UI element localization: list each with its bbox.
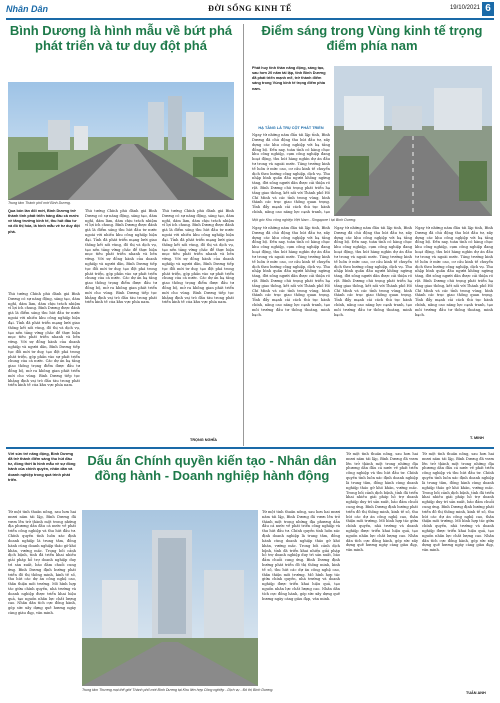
article2-body-col4: Ngay từ những năm đầu tái lập tỉnh, Bình Dương đã chủ động thu hút đầu tư, xây dựng các khu công nghiệp với hạ tầng đồng bộ. Đến nay, toàn tỉnh có hàng chục khu công nghiệp, cụm công nghiệp đang hoạt động, thu hút hàng nghìn dự án đầu tư trong và ngoài nước. Tăng trưởng kinh tế luôn ở mức cao, cơ cấu kinh tế chuyển dịch theo hướng công nghiệp, dịch vụ. Thu nhập bình quân đầu người không ngừng tăng, đời sống người dân được cải thiện rõ rệt. Bình Dương chú trọng phát triển hạ tầng giao thông, kết nối với Thành phố Hồ Chí Minh và các tỉnh trong vùng, hình thành các trục giao thông quan trọng. Tỉnh đẩy mạnh cải cách thủ tục hành chính, nâng cao năng lực cạnh tranh, tạo môi trường đầu tư thông thoáng, minh bạch. [415, 226, 493, 317]
article2-author: T. MINH [470, 436, 484, 440]
article3-photo [82, 510, 258, 686]
article1-photo [8, 82, 234, 200]
article1-caption: Trung tâm Thành phố mới Bình Dương. [8, 201, 71, 205]
trade-center-image [82, 510, 258, 686]
page-number: 6 [482, 2, 494, 16]
section-separator [6, 447, 494, 449]
article1-author: TRỌNG NGHĨA [190, 438, 217, 442]
industrial-park-image [334, 66, 492, 216]
article3-author: TUẤN ANH [466, 691, 486, 695]
article2-body-col2: Ngay từ những năm đầu tái lập tỉnh, Bình Dương đã chủ động thu hút đầu tư, xây dựng các khu công nghiệp với hạ tầng đồng bộ. Đến nay, toàn tỉnh có hàng chục khu công nghiệp, cụm công nghiệp đang hoạt động, thu hút hàng nghìn dự án đầu tư trong và ngoài nước. Tăng trưởng kinh tế luôn ở mức cao, cơ cấu kinh tế chuyển dịch theo hướng công nghiệp, dịch vụ. Thu nhập bình quân đầu người không ngừng tăng, đời sống người dân được cải thiện rõ rệt. Bình Dương chú trọng phát triển hạ tầng giao thông, kết nối với Thành phố Hồ Chí Minh và các tỉnh trong vùng, hình thành các trục giao thông quan trọng. Tỉnh đẩy mạnh cải cách thủ tục hành chính, nâng cao năng lực cạnh tranh, tạo môi trường đầu tư thông thoáng, minh bạch. [252, 226, 330, 317]
article3-body-col3: Từ một tỉnh thuần nông, sau hơn hai mươi năm tái lập, Bình Dương đã vươn lên trở thành một trong những địa phương dẫn đầu cả nước về phát triển công nghiệp và thu hút đầu tư. Chính quyền tỉnh luôn xác định doanh nghiệp là trung tâm, đồng hành cùng doanh nghiệp tháo gỡ khó khăn, vướng mắc. Trong bối cảnh dịch bệnh, tỉnh đã triển khai nhiều giải pháp hỗ trợ doanh nghiệp duy trì sản xuất, bảo đảm chuỗi cung ứng. Bình Dương định hướng phát triển đô thị thông minh, kinh tế số, thu hút các dự án công nghệ cao, thân thiện môi trường. Mô hình hợp tác giữa chính quyền, nhà trường và doanh nghiệp được triển khai hiệu quả, tạo nguồn nhân lực chất lượng cao. Nhân dân tích cực đồng hành, góp sức xây dựng quê hương ngày càng giàu đẹp, văn minh. [346, 452, 418, 553]
city-photo-image [8, 82, 234, 200]
article1-lead: Qua bốn lần đổi mới, Bình Dương trở thành tỉnh phát triển hàng đầu cả nước về tăng trưởng kinh tế, thu hút đầu tư và đô thị hóa, là hình mẫu về tư duy đột phá. [8, 209, 80, 234]
article3-body-col2: Từ một tỉnh thuần nông, sau hơn hai mươi năm tái lập, Bình Dương đã vươn lên trở thành một trong những địa phương dẫn đầu cả nước về phát triển công nghiệp và thu hút đầu tư. Chính quyền tỉnh luôn xác định doanh nghiệp là trung tâm, đồng hành cùng doanh nghiệp tháo gỡ khó khăn, vướng mắc. Trong bối cảnh dịch bệnh, tỉnh đã triển khai nhiều giải pháp hỗ trợ doanh nghiệp duy trì sản xuất, bảo đảm chuỗi cung ứng. Bình Dương định hướng phát triển đô thị thông minh, kinh tế số, thu hút các dự án công nghệ cao, thân thiện môi trường. Mô hình hợp tác giữa chính quyền, nhà trường và doanh nghiệp được triển khai hiệu quả, tạo nguồn nhân lực chất lượng cao. Nhân dân tích cực đồng hành, góp sức xây dựng quê hương ngày càng giàu đẹp, văn minh. [262, 510, 340, 601]
article1-body-col2: Thủ tướng Chính phủ đánh giá Bình Dương có sự năng động, sáng tạo, dám nghĩ, dám làm, dám chịu trách nhiệm vì lợi ích chung. Bình Dương được đánh giá là điểm sáng thu hút đầu tư nước ngoài với nhiều khu công nghiệp hiện đại. Tỉnh đã phát triển mạng lưới giao thông kết nối vùng, đô thị và dịch vụ, tạo nền tảng vững chắc để thực hiện mục tiêu phát triển nhanh và bền vững. Với sự đồng hành của doanh nghiệp và người dân, Bình Dương tiếp tục đổi mới tư duy, tạo đột phá trong phát triển, góp phần vào sự phát triển chung của cả nước. Các dự án hạ tầng giao thông trọng điểm được đầu tư đồng bộ, mở ra không gian phát triển mới cho vùng. Bình Dương tiếp tục khẳng định vai trò đầu tàu trong phát triển kinh tế của khu vực phía nam. [85, 209, 157, 305]
article2-title: Điểm sáng trong Vùng kinh tế trọng điểm phía nam [261, 23, 483, 53]
article3-caption: Trung tâm Thương mại thế giới Thành phố mới Bình Dương tại Khu liên hợp Công nghiệp - Dịch vụ - Đô thị Bình Dương. [82, 688, 274, 692]
article3-title: Dấu ấn Chính quyền kiến tạo - Nhân dân đồng hành - Doanh nghiệp hành động [87, 453, 337, 483]
page-header [6, 4, 494, 20]
brand-logo: Nhân Dân [6, 4, 49, 14]
issue-date: 19/10/2021 [449, 5, 480, 11]
article1-body-col3: Thủ tướng Chính phủ đánh giá Bình Dương có sự năng động, sáng tạo, dám nghĩ, dám làm, dám chịu trách nhiệm vì lợi ích chung. Bình Dương được đánh giá là điểm sáng thu hút đầu tư nước ngoài với nhiều khu công nghiệp hiện đại. Tỉnh đã phát triển mạng lưới giao thông kết nối vùng, đô thị và dịch vụ, tạo nền tảng vững chắc để thực hiện mục tiêu phát triển nhanh và bền vững. Với sự đồng hành của doanh nghiệp và người dân, Bình Dương tiếp tục đổi mới tư duy, tạo đột phá trong phát triển, góp phần vào sự phát triển chung của cả nước. Các dự án hạ tầng giao thông trọng điểm được đầu tư đồng bộ, mở ra không gian phát triển mới cho vùng. Bình Dương tiếp tục khẳng định vai trò đầu tàu trong phát triển kinh tế của khu vực phía nam. [162, 209, 234, 305]
article2-body-col3: Ngay từ những năm đầu tái lập tỉnh, Bình Dương đã chủ động thu hút đầu tư, xây dựng các khu công nghiệp với hạ tầng đồng bộ. Đến nay, toàn tỉnh có hàng chục khu công nghiệp, cụm công nghiệp đang hoạt động, thu hút hàng nghìn dự án đầu tư trong và ngoài nước. Tăng trưởng kinh tế luôn ở mức cao, cơ cấu kinh tế chuyển dịch theo hướng công nghiệp, dịch vụ. Thu nhập bình quân đầu người không ngừng tăng, đời sống người dân được cải thiện rõ rệt. Bình Dương chú trọng phát triển hạ tầng giao thông, kết nối với Thành phố Hồ Chí Minh và các tỉnh trong vùng, hình thành các trục giao thông quan trọng. Tỉnh đẩy mạnh cải cách thủ tục hành chính, nâng cao năng lực cạnh tranh, tạo môi trường đầu tư thông thoáng, minh bạch. [334, 226, 412, 317]
article2-caption: Một góc Khu công nghiệp Việt Nam - Singapore I tại Bình Dương. [252, 218, 357, 222]
article2-body-text: Ngay từ những năm đầu tái lập tỉnh, Bình Dương đã chủ động thu hút đầu tư, xây dựng các khu công nghiệp với hạ tầng đồng bộ. Đến nay, toàn tỉnh có hàng chục khu công nghiệp, cụm công nghiệp đang hoạt động, thu hút hàng nghìn dự án đầu tư trong và ngoài nước. Tăng trưởng kinh tế luôn ở mức cao, cơ cấu kinh tế chuyển dịch theo hướng công nghiệp, dịch vụ. Thu nhập bình quân đầu người không ngừng tăng, đời sống người dân được cải thiện rõ rệt. Bình Dương chú trọng phát triển hạ tầng giao thông, kết nối với Thành phố Hồ Chí Minh và các tỉnh trong vùng, hình thành các trục giao thông quan trọng. Tỉnh đẩy mạnh cải cách thủ tục hành chính, nâng cao năng lực cạnh tranh, tạo [252, 133, 330, 214]
article2-subhead: HẠ TẦNG LÀ TRỤ CỘT PHÁT TRIỂN [258, 126, 324, 130]
article1-title: Bình Dương là hình mẫu về bứt phá phát triển và tư duy đột phá [9, 23, 233, 53]
section-title: ĐỜI SỐNG KINH TẾ [208, 4, 292, 13]
column-divider [243, 24, 244, 446]
article2-photo [334, 66, 492, 216]
article2-body-col1 [252, 124, 330, 214]
article2-lead: Phát huy tinh thần năng động, sáng tạo, sau hơn 20 năm tái lập, tỉnh Bình Dương đã phát triển mạnh mẽ, trở thành điểm sáng trong Vùng kinh tế trọng điểm phía nam. [252, 66, 326, 91]
article3-body-col4: Từ một tỉnh thuần nông, sau hơn hai mươi năm tái lập, Bình Dương đã vươn lên trở thành một trong những địa phương dẫn đầu cả nước về phát triển công nghiệp và thu hút đầu tư. Chính quyền tỉnh luôn xác định doanh nghiệp là trung tâm, đồng hành cùng doanh nghiệp tháo gỡ khó khăn, vướng mắc. Trong bối cảnh dịch bệnh, tỉnh đã triển khai nhiều giải pháp hỗ trợ doanh nghiệp duy trì sản xuất, bảo đảm chuỗi cung ứng. Bình Dương định hướng phát triển đô thị thông minh, kinh tế số, thu hút các dự án công nghệ cao, thân thiện môi trường. Mô hình hợp tác giữa chính quyền, nhà trường và doanh nghiệp được triển khai hiệu quả, tạo nguồn nhân lực chất lượng cao. Nhân dân tích cực đồng hành, góp sức xây dựng quê hương ngày càng giàu đẹp, văn minh. [422, 452, 494, 553]
article3-body-col1: Từ một tỉnh thuần nông, sau hơn hai mươi năm tái lập, Bình Dương đã vươn lên trở thành một trong những địa phương dẫn đầu cả nước về phát triển công nghiệp và thu hút đầu tư. Chính quyền tỉnh luôn xác định doanh nghiệp là trung tâm, đồng hành cùng doanh nghiệp tháo gỡ khó khăn, vướng mắc. Trong bối cảnh dịch bệnh, tỉnh đã triển khai nhiều giải pháp hỗ trợ doanh nghiệp duy trì sản xuất, bảo đảm chuỗi cung ứng. Bình Dương định hướng phát triển đô thị thông minh, kinh tế số, thu hút các dự án công nghệ cao, thân thiện môi trường. Mô hình hợp tác giữa chính quyền, nhà trường và doanh nghiệp được triển khai hiệu quả, tạo nguồn nhân lực chất lượng cao. Nhân dân tích cực đồng hành, góp sức xây dựng quê hương ngày càng giàu đẹp, văn minh. [8, 510, 76, 616]
article3-lead: Với sức trẻ năng động, Bình Dương đã trở thành điểm sáng thu hút đầu tư, đồng thời là hình mẫu về sự đồng hành của chính quyền, nhân dân và doanh nghiệp trong quá trình phát triển. [8, 452, 76, 482]
article1-body-col1: Thủ tướng Chính phủ đánh giá Bình Dương có sự năng động, sáng tạo, dám nghĩ, dám làm, dám chịu trách nhiệm vì lợi ích chung. Bình Dương được đánh giá là điểm sáng thu hút đầu tư nước ngoài với nhiều khu công nghiệp hiện đại. Tỉnh đã phát triển mạng lưới giao thông kết nối vùng, đô thị và dịch vụ, tạo nền tảng vững chắc để thực hiện mục tiêu phát triển nhanh và bền vững. Với sự đồng hành của doanh nghiệp và người dân, Bình Dương tiếp tục đổi mới tư duy, tạo đột phá trong phát triển, góp phần vào sự phát triển chung của cả nước. Các dự án hạ tầng giao thông trọng điểm được đầu tư đồng bộ, mở ra không gian phát triển mới cho vùng. Bình Dương tiếp tục khẳng định vai trò đầu tàu trong phát triển kinh tế của khu vực phía nam. [8, 292, 80, 388]
